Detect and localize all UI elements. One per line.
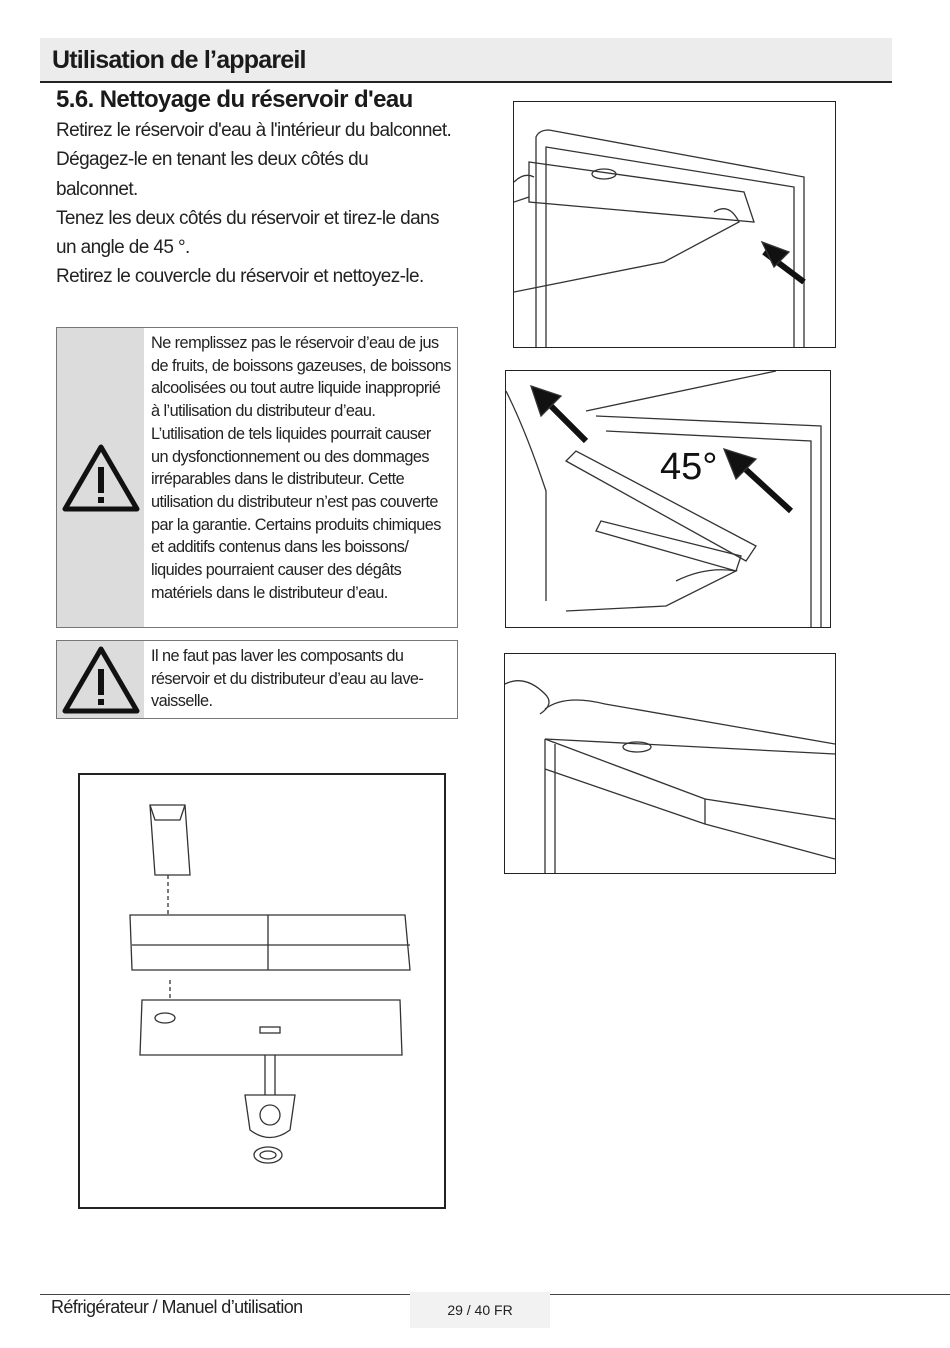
instructions	[56, 116, 486, 292]
warning-box	[56, 327, 458, 628]
chapter-header	[40, 38, 892, 83]
angle-label: 45°	[660, 446, 718, 488]
page-number: 29 / 40 FR	[410, 1292, 550, 1328]
warning-box	[56, 640, 458, 719]
exploded-tank-illustration	[78, 773, 446, 1209]
footer-manual-title: Réfrigérateur / Manuel d’utilisation	[51, 1297, 303, 1317]
warning-text: Il ne faut pas laver les composants du réservoir et du distributeur d’eau au lave-vaisselle.	[151, 647, 424, 711]
instruction-step: Tenez les deux côtés du réservoir et tirez-le dans un angle de 45 °.	[56, 207, 439, 259]
warning-text: Ne remplissez pas le réservoir d’eau de jus de fruits, de boissons gazeuses, de boissons alcoolisées ou tout autre liquide inapproprié à l’utilisation du distributeur d’eau. L’utilisation de tels liquides pourrait causer un dysfonctionnement ou des dommages irréparables dans le distributeur. Cette utilisation du distributeur n’est pas couverte par la garantie. Certains produits chimiques et additifs contenus dans les boissons/ liquides pourraient causer des dégâts matériels dans le distributeur d’eau.	[151, 334, 451, 602]
instruction-step: Retirez le réservoir d'eau à l'intérieur du balconnet.	[56, 120, 452, 141]
warning-triangle-icon	[62, 645, 140, 715]
lid-removal-illustration	[504, 653, 836, 874]
instruction-step: Retirez le couvercle du réservoir et nettoyez-le.	[56, 266, 424, 288]
chapter-title: Utilisation de l’appareil	[52, 46, 306, 74]
remove-tank-illustration	[513, 101, 836, 348]
warning-triangle-icon	[62, 443, 140, 513]
tilt-tank-illustration	[505, 370, 831, 628]
instruction-step: Dégagez-le en tenant les deux côtés du balconnet.	[56, 149, 369, 200]
section-title: 5.6. Nettoyage du réservoir d'eau	[56, 86, 413, 113]
